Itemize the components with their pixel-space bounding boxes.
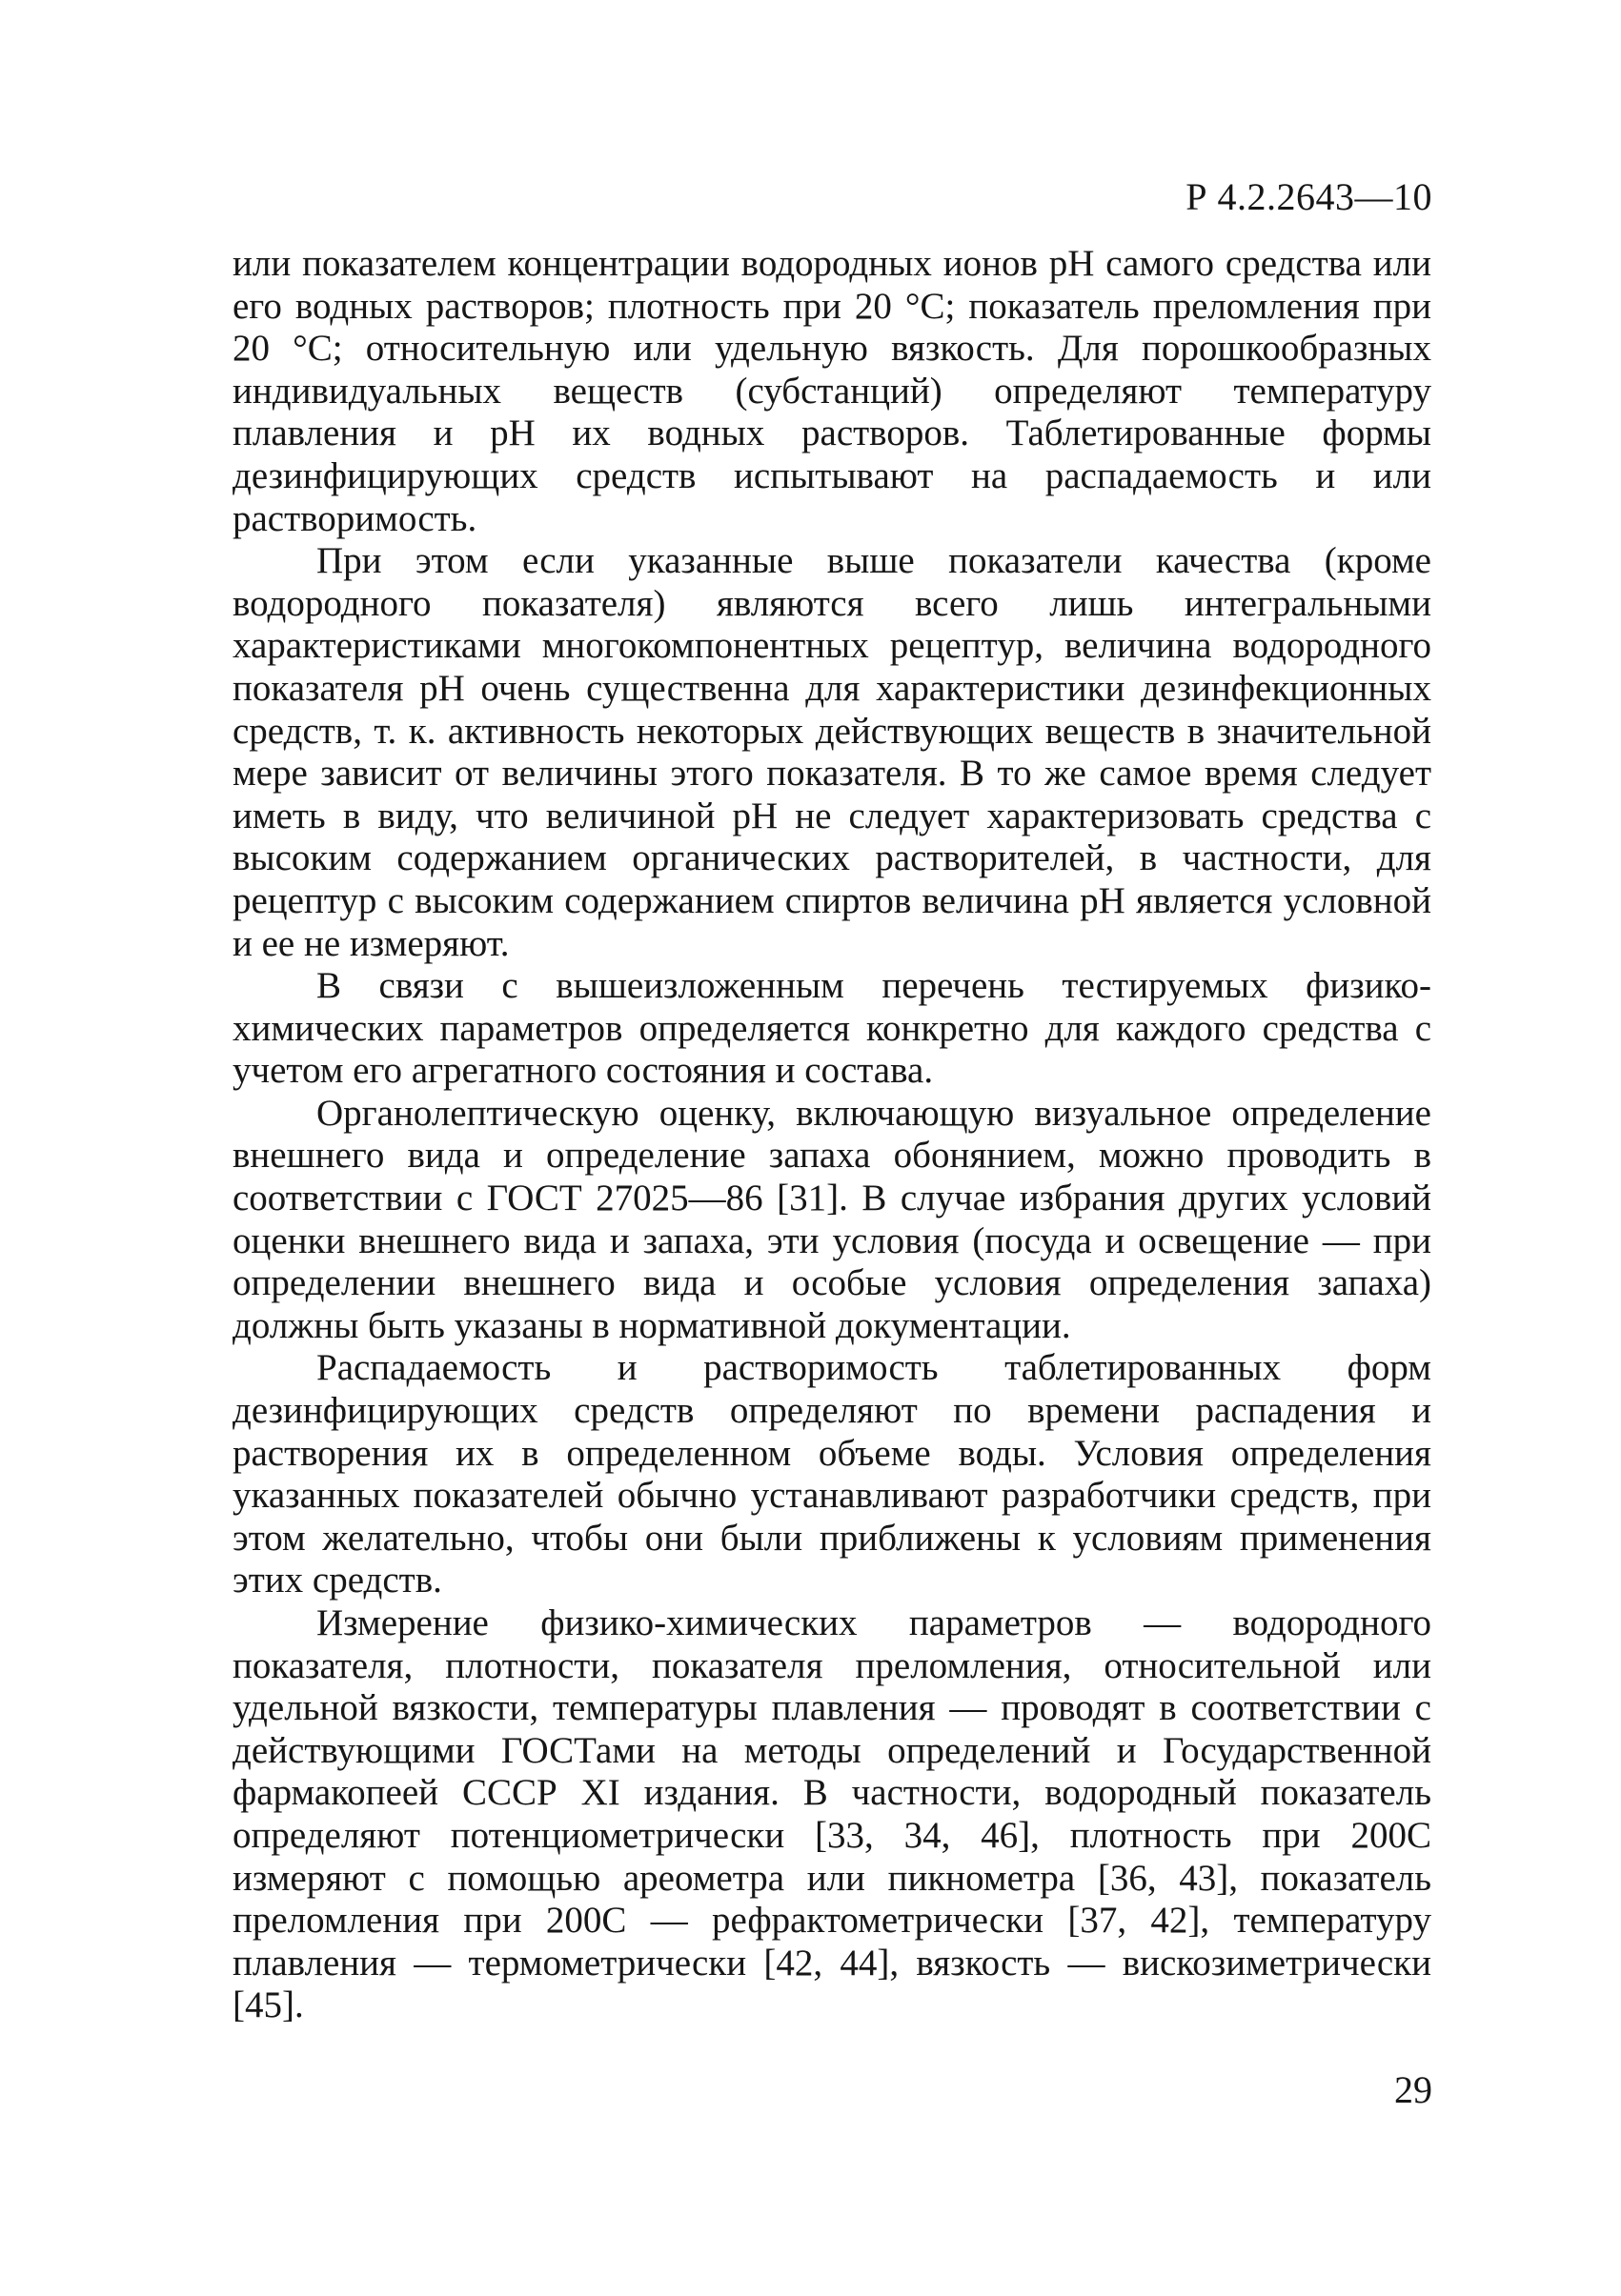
- paragraph-6: Измерение физико-химических параметров — водородного показателя, плотности, показателя преломления, относительной или удельной вязкости, температуры плавления — проводят в соответствии с действующими ГОСТами на методы определений и Государственной фармакопеей СССР XI издания. В частности, водородный показатель определяют потенциометрически [33, 34, 46], плотность при 200С измеряют с помощью ареометра или пикнометра [36, 43], показатель преломления при 200С — рефрактометрически [37, 42], температуру плавления — термометрически [42, 44], вязкость — вискозиметрически [45].: [233, 1602, 1431, 2026]
- paragraph-3: В связи с вышеизложенным перечень тестируемых физико-химических параметров определяется конкретно для каждого средства с учетом его агрегатного состояния и состава.: [233, 965, 1431, 1092]
- paragraph-4: Органолептическую оценку, включающую визуальное определение внешнего вида и определение запаха обонянием, можно проводить в соответствии с ГОСТ 27025—86 [31]. В случае избрания других условий оценки внешнего вида и запаха, эти условия (посуда и освещение — при определении внешнего вида и особые условия определения запаха) должны быть указаны в нормативной документации.: [233, 1092, 1431, 1346]
- page-number: 29: [1394, 2068, 1432, 2111]
- paragraph-5: Распадаемость и растворимость таблетированных форм дезинфицирующих средств определяют по времени распадения и растворения их в определенном объеме воды. Условия определения указанных показателей обычно устанавливают разработчики средств, при этом желательно, чтобы они были приближены к условиям применения этих средств.: [233, 1347, 1431, 1601]
- paragraph-1: или показателем концентрации водородных ионов рН самого средства или его водных растворов; плотность при 20 °С; показатель преломления при 20 °С; относительную или удельную вязкость. Для порошкообразных индивидуальных веществ (субстанций) определяют температуру плавления и рН их водных растворов. Таблетированные формы дезинфицирующих средств испытывают на распадаемость и или растворимость.: [233, 243, 1431, 539]
- body-text: [233, 243, 1431, 2027]
- paragraph-2: При этом если указанные выше показатели качества (кроме водородного показателя) являются всего лишь интегральными характеристиками многокомпонентных рецептур, величина водородного показателя рН очень существенна для характеристики дезинфекционных средств, т. к. активность некоторых действующих веществ в значительной мере зависит от величины этого показателя. В то же самое время следует иметь в виду, что величиной рН не следует характеризовать средства с высоким содержанием органических растворителей, в частности, для рецептур с высоким содержанием спиртов величина рН является условной и ее не измеряют.: [233, 540, 1431, 964]
- document-code: Р 4.2.2643—10: [1185, 175, 1432, 218]
